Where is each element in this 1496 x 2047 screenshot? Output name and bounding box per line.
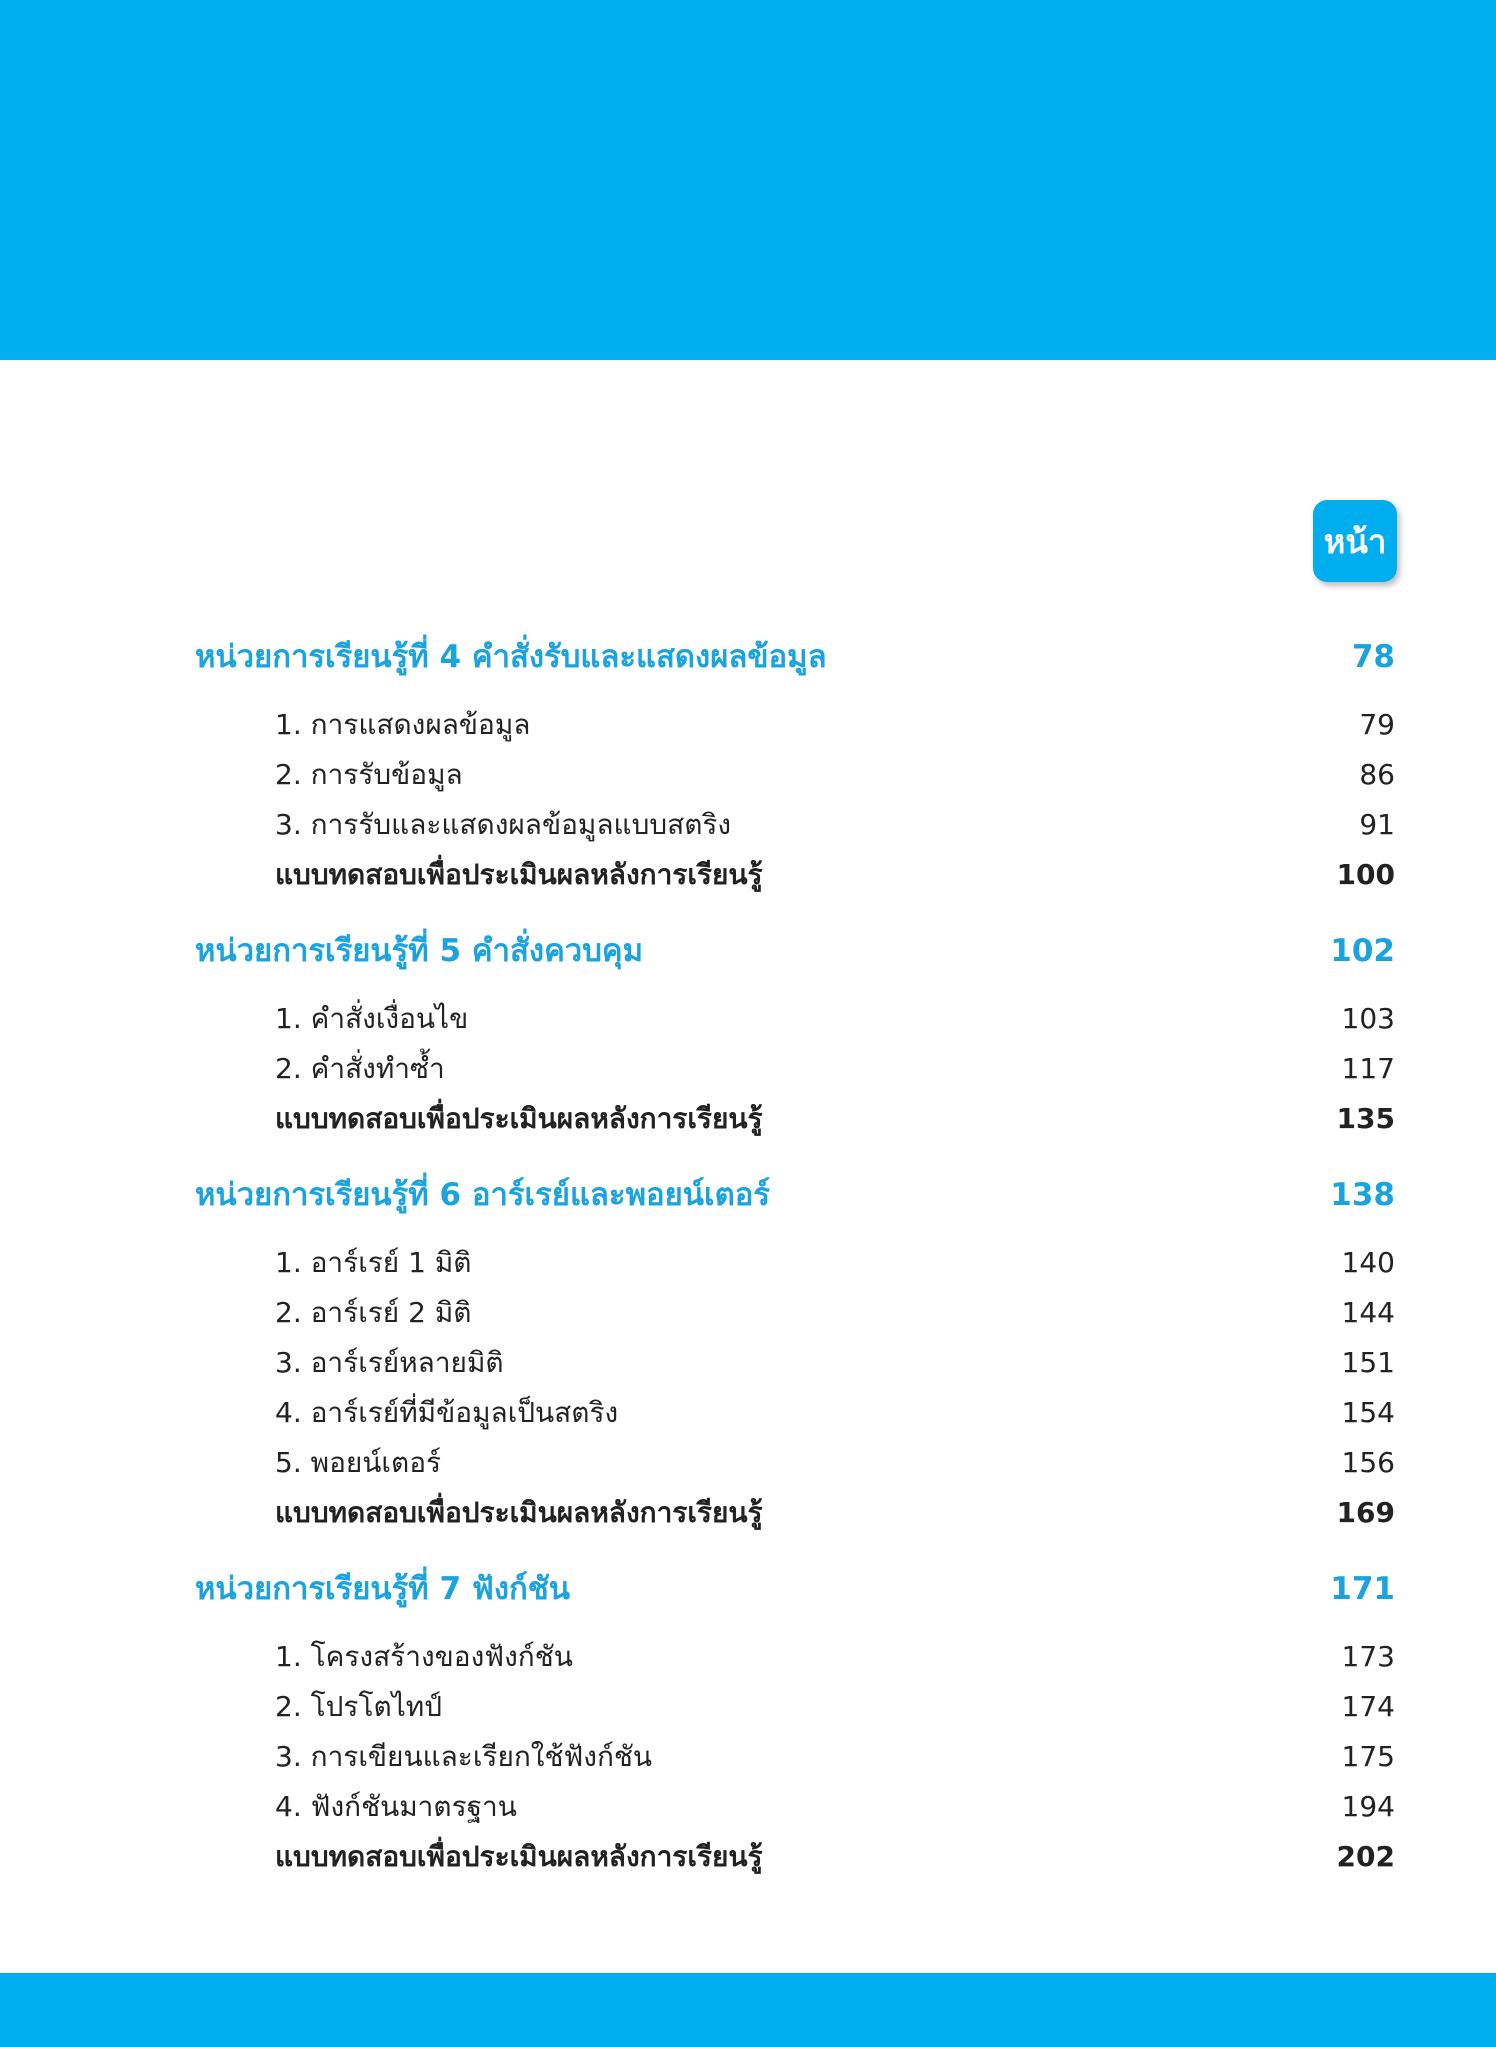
toc-entry[interactable] — [275, 750, 1395, 800]
unit-title: หน่วยการเรียนรู้ที่ 5 คำสั่งควบคุม — [195, 933, 644, 969]
toc-entry[interactable] — [275, 1044, 1395, 1094]
entry-title: 3. การเขียนและเรียกใช้ฟังก์ชัน — [275, 1740, 653, 1773]
entry-page-number: 86 — [1359, 758, 1395, 791]
entry-title: 2. การรับข้อมูล — [275, 758, 463, 791]
unit-heading[interactable] — [195, 628, 1395, 686]
entry-page-number: 117 — [1341, 1052, 1395, 1085]
entry-page-number: 173 — [1341, 1640, 1395, 1673]
header-band — [0, 0, 1496, 360]
entry-title: แบบทดสอบเพื่อประเมินผลหลังการเรียนรู้ — [275, 1102, 763, 1135]
table-of-contents — [195, 628, 1395, 1904]
unit-block — [195, 1560, 1395, 1882]
unit-heading[interactable] — [195, 922, 1395, 980]
entry-page-number: 151 — [1341, 1346, 1395, 1379]
toc-entry[interactable] — [275, 1632, 1395, 1682]
entry-page-number: 169 — [1336, 1496, 1395, 1529]
entry-page-number: 144 — [1341, 1296, 1395, 1329]
unit-block — [195, 922, 1395, 1144]
unit-block — [195, 1166, 1395, 1538]
toc-entry[interactable] — [275, 1238, 1395, 1288]
unit-heading[interactable] — [195, 1560, 1395, 1618]
footer-band — [0, 1973, 1496, 2047]
toc-entry[interactable] — [275, 1288, 1395, 1338]
unit-block — [195, 628, 1395, 900]
unit-title: หน่วยการเรียนรู้ที่ 7 ฟังก์ชัน — [195, 1571, 570, 1607]
entry-title: แบบทดสอบเพื่อประเมินผลหลังการเรียนรู้ — [275, 858, 763, 891]
toc-entry[interactable] — [275, 1438, 1395, 1488]
entry-title: 1. อาร์เรย์ 1 มิติ — [275, 1246, 472, 1279]
toc-entry[interactable] — [275, 994, 1395, 1044]
entry-title: 3. อาร์เรย์หลายมิติ — [275, 1346, 504, 1379]
assessment-entry[interactable] — [275, 1832, 1395, 1882]
entry-title: 1. โครงสร้างของฟังก์ชัน — [275, 1640, 573, 1673]
assessment-entry[interactable] — [275, 850, 1395, 900]
toc-entry[interactable] — [275, 1338, 1395, 1388]
page-column-badge: หน้า — [1313, 500, 1397, 582]
entry-title: 2. โปรโตไทป์ — [275, 1690, 443, 1723]
entry-title: 4. อาร์เรย์ที่มีข้อมูลเป็นสตริง — [275, 1396, 619, 1429]
entry-title: 2. อาร์เรย์ 2 มิติ — [275, 1296, 472, 1329]
unit-title: หน่วยการเรียนรู้ที่ 4 คำสั่งรับและแสดงผลข้อมูล — [195, 639, 827, 675]
entry-page-number: 79 — [1359, 708, 1395, 741]
assessment-entry[interactable] — [275, 1094, 1395, 1144]
entry-title: แบบทดสอบเพื่อประเมินผลหลังการเรียนรู้ — [275, 1840, 763, 1873]
entry-title: 1. คำสั่งเงื่อนไข — [275, 1002, 469, 1035]
unit-title: หน่วยการเรียนรู้ที่ 6 อาร์เรย์และพอยน์เตอร์ — [195, 1177, 770, 1213]
toc-entry[interactable] — [275, 1732, 1395, 1782]
entry-title: 2. คำสั่งทำซ้ำ — [275, 1052, 445, 1085]
entry-page-number: 103 — [1341, 1002, 1395, 1035]
toc-entry[interactable] — [275, 700, 1395, 750]
entry-page-number: 194 — [1341, 1790, 1395, 1823]
unit-page-number: 78 — [1351, 639, 1395, 675]
entry-title: แบบทดสอบเพื่อประเมินผลหลังการเรียนรู้ — [275, 1496, 763, 1529]
entry-page-number: 156 — [1341, 1446, 1395, 1479]
entry-page-number: 174 — [1341, 1690, 1395, 1723]
entry-title: 3. การรับและแสดงผลข้อมูลแบบสตริง — [275, 808, 732, 841]
entry-page-number: 154 — [1341, 1396, 1395, 1429]
toc-entry[interactable] — [275, 1388, 1395, 1438]
entry-title: 4. ฟังก์ชันมาตรฐาน — [275, 1790, 517, 1823]
toc-entry[interactable] — [275, 1782, 1395, 1832]
entry-page-number: 135 — [1336, 1102, 1395, 1135]
entry-page-number: 175 — [1341, 1740, 1395, 1773]
unit-heading[interactable] — [195, 1166, 1395, 1224]
toc-entry[interactable] — [275, 1682, 1395, 1732]
entry-page-number: 100 — [1336, 858, 1395, 891]
unit-page-number: 138 — [1330, 1177, 1395, 1213]
entry-page-number: 91 — [1359, 808, 1395, 841]
entry-page-number: 202 — [1336, 1840, 1395, 1873]
unit-page-number: 102 — [1330, 933, 1395, 969]
entry-title: 5. พอยน์เตอร์ — [275, 1446, 442, 1479]
entry-page-number: 140 — [1341, 1246, 1395, 1279]
unit-page-number: 171 — [1330, 1571, 1395, 1607]
toc-entry[interactable] — [275, 800, 1395, 850]
entry-title: 1. การแสดงผลข้อมูล — [275, 708, 531, 741]
assessment-entry[interactable] — [275, 1488, 1395, 1538]
